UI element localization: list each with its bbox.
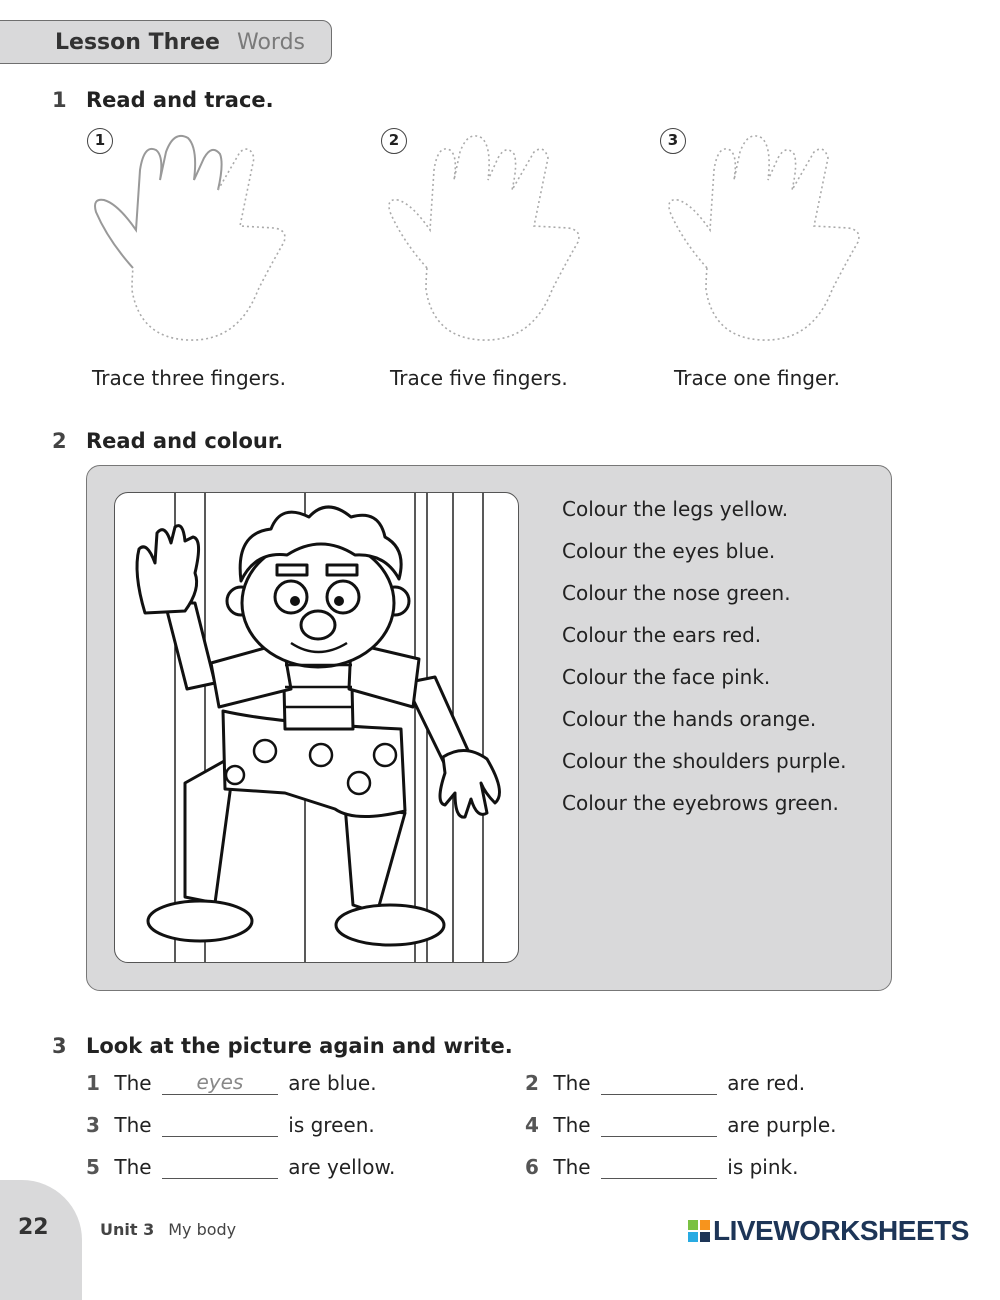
trace-item-number: 3 — [660, 128, 686, 154]
left-eyebrow — [277, 565, 307, 575]
answer-blank[interactable]: eyes — [162, 1070, 278, 1095]
section-3-number: 3 — [52, 1034, 67, 1058]
hand-outline-three-fingers[interactable] — [88, 130, 298, 345]
right-leg — [345, 805, 405, 913]
section-1-number: 1 — [52, 88, 67, 112]
section-1-title: Read and trace. — [86, 88, 274, 112]
left-shoe — [148, 901, 252, 941]
colour-instructions — [562, 488, 847, 824]
exercise-item-6: 6 The is pink. — [525, 1155, 799, 1179]
instruction-item: Colour the ears red. — [562, 623, 762, 647]
hand-outline-one-finger[interactable] — [662, 130, 872, 345]
brand-text: LIVEWORKSHEETS — [713, 1215, 969, 1246]
answer-blank[interactable] — [601, 1154, 717, 1179]
hand-outline-five-fingers[interactable] — [382, 130, 592, 345]
lesson-topic: Words — [237, 30, 306, 55]
trace-caption: Trace five fingers. — [390, 366, 568, 390]
page-corner-tab — [0, 1180, 82, 1300]
lesson-header — [0, 20, 332, 64]
nose — [301, 611, 335, 639]
exercise-item-4: 4 The are purple. — [525, 1113, 837, 1137]
puppet-picture[interactable] — [114, 492, 519, 963]
right-hand — [440, 750, 500, 817]
left-arm — [165, 603, 215, 689]
answer-blank[interactable] — [162, 1112, 278, 1137]
answer-blank[interactable] — [601, 1112, 717, 1137]
trace-item-number: 2 — [381, 128, 407, 154]
section-2-number: 2 — [52, 429, 67, 453]
unit-label — [100, 1220, 236, 1239]
instruction-item: Colour the eyebrows green. — [562, 791, 839, 815]
right-shoe — [336, 905, 444, 945]
brand-logo[interactable] — [688, 1215, 969, 1247]
dotted-trace-line — [132, 149, 285, 340]
right-eyebrow — [327, 565, 357, 575]
dotted-trace-line — [669, 136, 859, 340]
trace-caption: Trace one finger. — [674, 366, 841, 390]
exercise-item-3: 3 The is green. — [86, 1113, 375, 1137]
liveworksheets-icon — [688, 1220, 710, 1242]
exercise-item-1: 1 The eyes are blue. — [86, 1070, 377, 1095]
left-eye — [275, 581, 307, 613]
trace-caption: Trace three fingers. — [92, 366, 286, 390]
lesson-title: Lesson Three — [55, 30, 220, 55]
left-hand — [137, 526, 199, 613]
instruction-item: Colour the legs yellow. — [562, 497, 789, 521]
answer-blank[interactable] — [162, 1154, 278, 1179]
instruction-item: Colour the face pink. — [562, 665, 771, 689]
exercise-item-2: 2 The are red. — [525, 1071, 806, 1095]
section-2-title: Read and colour. — [86, 429, 284, 453]
instruction-item: Colour the shoulders purple. — [562, 749, 847, 773]
page-number: 22 — [18, 1215, 49, 1240]
instruction-item: Colour the eyes blue. — [562, 539, 776, 563]
dotted-trace-line — [389, 136, 579, 340]
answer-blank[interactable] — [601, 1070, 717, 1095]
instruction-item: Colour the nose green. — [562, 581, 791, 605]
right-eye — [327, 581, 359, 613]
instruction-item: Colour the hands orange. — [562, 707, 817, 731]
solid-trace-line — [95, 136, 222, 268]
puppet-illustration — [115, 493, 519, 963]
trace-item-number: 1 — [87, 128, 113, 154]
unit-number: Unit 3 — [100, 1220, 155, 1239]
unit-title: My body — [168, 1220, 237, 1239]
section-3-title: Look at the picture again and write. — [86, 1034, 513, 1058]
exercise-item-5: 5 The are yellow. — [86, 1155, 396, 1179]
